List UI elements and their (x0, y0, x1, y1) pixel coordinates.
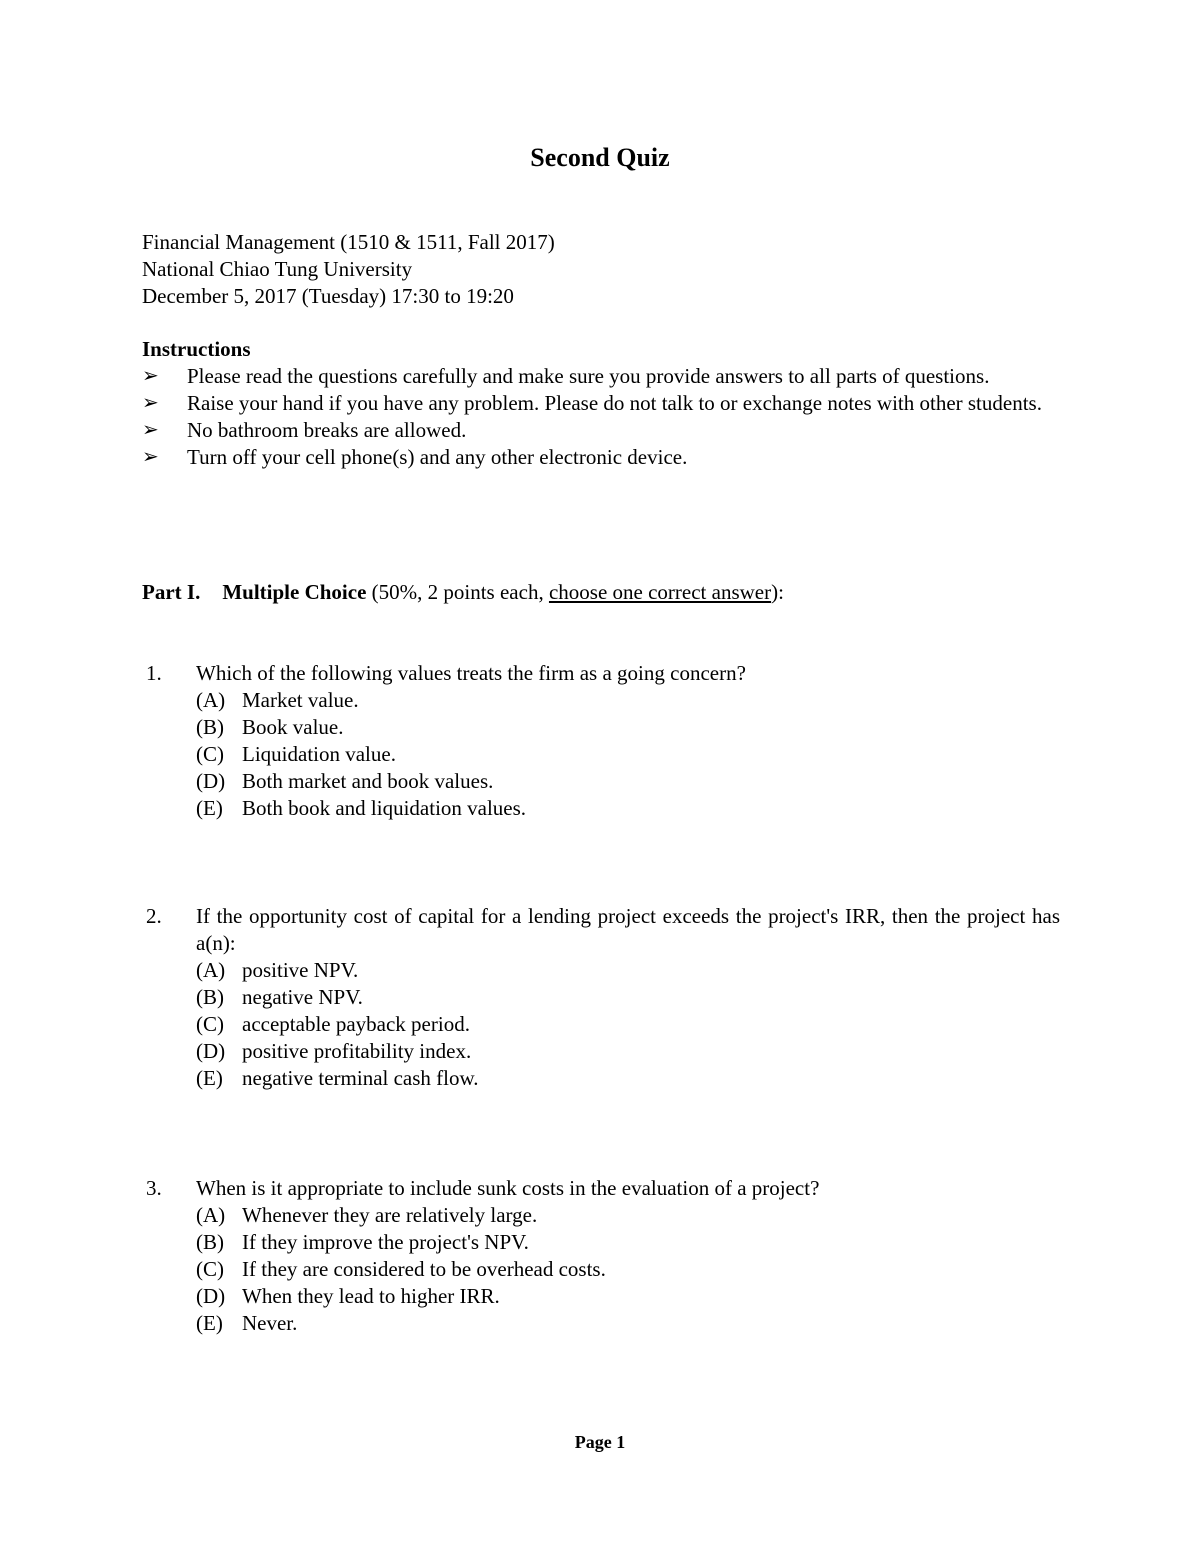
choice-item (196, 1310, 1060, 1337)
choice-item (196, 1065, 1060, 1092)
choice-item (196, 714, 1060, 741)
choice-text: When they lead to higher IRR. (242, 1284, 500, 1308)
question-1 (142, 660, 1060, 822)
instruction-text: Please read the questions carefully and make sure you provide answers to all parts of questions. (187, 364, 990, 388)
instruction-text: No bathroom breaks are allowed. (187, 418, 467, 442)
question-number: 2. (146, 904, 162, 928)
choice-list (196, 957, 1060, 1092)
choice-text: Whenever they are relatively large. (242, 1203, 538, 1227)
choice-letter: (A) (196, 688, 226, 712)
choice-letter: (A) (196, 1203, 226, 1227)
arrowhead-bullet-icon: ➢ (142, 446, 159, 468)
choice-letter: (D) (196, 1284, 226, 1308)
question-3 (142, 1175, 1060, 1337)
instruction-item (142, 417, 1060, 444)
instructions-list (142, 363, 1060, 471)
date-line: December 5, 2017 (Tuesday) 17:30 to 19:20 (142, 284, 514, 308)
question-number: 1. (146, 661, 162, 685)
arrowhead-bullet-icon: ➢ (142, 419, 159, 441)
choice-item (196, 687, 1060, 714)
choice-letter: (E) (196, 796, 223, 820)
choice-letter: (D) (196, 1039, 226, 1063)
part-heading (142, 579, 784, 606)
instruction-text: Raise your hand if you have any problem. Please do not talk to or exchange notes with other students. (187, 391, 1042, 415)
choice-item (196, 984, 1060, 1011)
choice-letter: (C) (196, 742, 224, 766)
choice-letter: (E) (196, 1066, 223, 1090)
choice-item (196, 795, 1060, 822)
choice-item (196, 1011, 1060, 1038)
page-title: Second Quiz (530, 143, 670, 172)
choice-letter: (D) (196, 769, 226, 793)
choice-item (196, 1202, 1060, 1229)
choice-text: If they improve the project's NPV. (242, 1230, 529, 1254)
choice-item (196, 957, 1060, 984)
question-text: When is it appropriate to include sunk costs in the evaluation of a project? (196, 1176, 820, 1200)
choice-list (196, 687, 1060, 822)
choice-text: Both market and book values. (242, 769, 494, 793)
choice-letter: (E) (196, 1311, 223, 1335)
instruction-item (142, 390, 1060, 417)
choice-text: positive profitability index. (242, 1039, 472, 1063)
choice-text: negative terminal cash flow. (242, 1066, 479, 1090)
page-number: Page 1 (574, 1432, 626, 1452)
course-info (142, 229, 555, 310)
course-line: Financial Management (1510 & 1511, Fall 2017) (142, 230, 555, 254)
choice-letter: (C) (196, 1257, 224, 1281)
choice-letter: (B) (196, 1230, 224, 1254)
part-detail-underlined: choose one correct answer (548, 580, 772, 604)
choice-item (196, 741, 1060, 768)
choice-letter: (C) (196, 1012, 224, 1036)
choice-text: Market value. (242, 688, 359, 712)
part-detail-prefix: (50%, 2 points each, (366, 580, 549, 604)
choice-letter: (B) (196, 985, 224, 1009)
choice-list (196, 1202, 1060, 1337)
choice-text: Liquidation value. (242, 742, 396, 766)
choice-text: negative NPV. (242, 985, 363, 1009)
choice-text: If they are considered to be overhead costs. (242, 1257, 606, 1281)
question-text: Which of the following values treats the firm as a going concern? (196, 661, 746, 685)
question-2 (142, 903, 1060, 1092)
instruction-item (142, 444, 1060, 471)
choice-item (196, 768, 1060, 795)
university-line: National Chiao Tung University (142, 257, 413, 281)
choice-text: acceptable payback period. (242, 1012, 470, 1036)
instruction-item (142, 363, 1060, 390)
part-name: Multiple Choice (222, 580, 367, 604)
choice-letter: (B) (196, 715, 224, 739)
question-text: If the opportunity cost of capital for a lending project exceeds the project's IRR, then the project has a(n): (196, 904, 1060, 955)
choice-letter: (A) (196, 958, 226, 982)
choice-item (196, 1038, 1060, 1065)
choice-text: Book value. (242, 715, 344, 739)
choice-item (196, 1256, 1060, 1283)
choice-text: Both book and liquidation values. (242, 796, 527, 820)
choice-item (196, 1229, 1060, 1256)
part-label: Part I. (142, 580, 201, 604)
choice-item (196, 1283, 1060, 1310)
part-detail-suffix: ): (771, 580, 784, 604)
question-number: 3. (146, 1176, 162, 1200)
instruction-text: Turn off your cell phone(s) and any other electronic device. (187, 445, 688, 469)
arrowhead-bullet-icon: ➢ (142, 392, 159, 414)
arrowhead-bullet-icon: ➢ (142, 365, 159, 387)
choice-text: positive NPV. (242, 958, 359, 982)
instructions-heading: Instructions (142, 337, 251, 361)
choice-text: Never. (242, 1311, 298, 1335)
